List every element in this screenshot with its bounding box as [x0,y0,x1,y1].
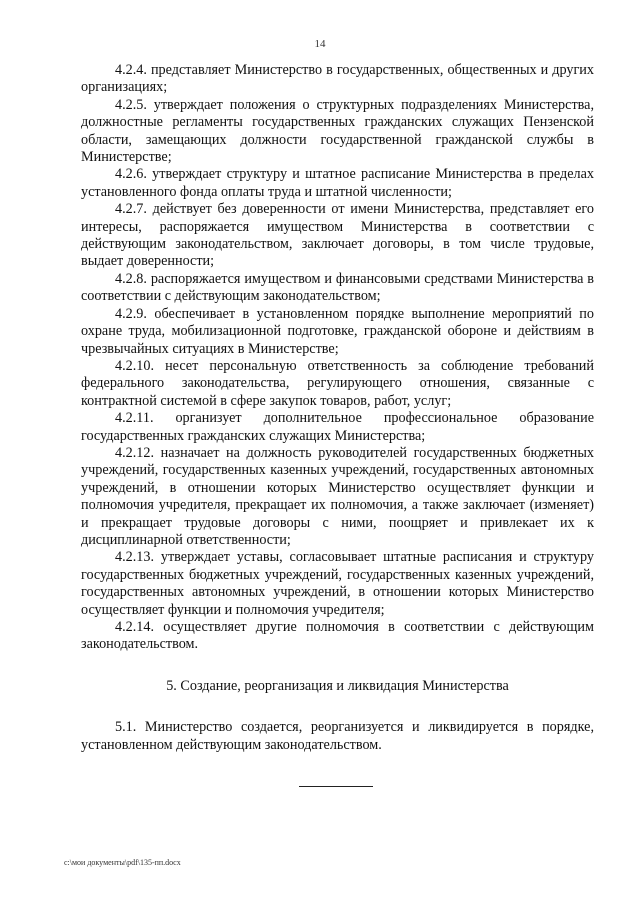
paragraph-4-2-12: 4.2.12. назначает на должность руководителей государственных бюджетных учреждений, государственных казенных учреждений, государственных автономных учреждений, в отношении которых Министерство осуществляет функции и полномочия учредителя, прекращает их полномочия, а также заключает (изменяет) и прекращает трудовые договоры с ними, поощряет и привлекает их к дисциплинарной ответственности; [81,444,594,548]
page-number: 14 [314,38,326,50]
paragraph-4-2-10: 4.2.10. несет персональную ответственность за соблюдение требований федерального законодательства, регулирующего отношения, связанные с контрактной системой в сфере закупок товаров, работ, услуг; [81,357,594,409]
paragraph-4-2-13: 4.2.13. утверждает уставы, согласовывает штатные расписания и структуру государственных бюджетных учреждений, государственных казенных учреждений, государственных автономных учреждений, в отношении которых Министерство осуществляет функции и полномочия учредителя; [81,549,594,618]
paragraph-4-2-5: 4.2.5. утверждает положения о структурных подразделениях Министерства, должностные регламенты государственных гражданских служащих Пензенской области, замещающих должности государственной гражданской службы в Министерстве; [81,96,594,166]
paragraph-4-2-6: 4.2.6. утверждает структуру и штатное расписание Министерства в пределах установленного фонда оплаты труда и штатной численности; [81,166,594,200]
end-divider [299,786,373,787]
document-body [81,62,594,754]
file-path-footer: c:\мои документы\pdf\135-пп.docx [64,858,181,867]
paragraph-5-1: 5.1. Министерство создается, реорганизуется и ликвидируется в порядке, установленном действующим законодательством. [81,719,594,753]
paragraph-4-2-7: 4.2.7. действует без доверенности от имени Министерства, представляет его интересы, распоряжается имуществом Министерства в соответствии с действующим законодательством, заключает договоры, в том числе трудовые, выдает доверенности; [81,201,594,270]
paragraph-4-2-4: 4.2.4. представляет Министерство в государственных, общественных и других организациях; [81,62,594,96]
paragraph-4-2-9: 4.2.9. обеспечивает в установленном порядке выполнение мероприятий по охране труда, мобилизационной подготовке, гражданской обороне и действиям в чрезвычайных ситуациях в Министерстве; [81,305,594,357]
paragraph-4-2-8: 4.2.8. распоряжается имуществом и финансовыми средствами Министерства в соответствии с действующим законодательством; [81,270,594,305]
paragraph-4-2-11: 4.2.11. организует дополнительное профессиональное образование государственных гражданских служащих Министерства; [81,410,594,444]
section-heading: 5. Создание, реорганизация и ликвидация Министерства [166,677,509,694]
paragraph-4-2-14: 4.2.14. осуществляет другие полномочия в соответствии с действующим законодательством. [81,619,594,653]
